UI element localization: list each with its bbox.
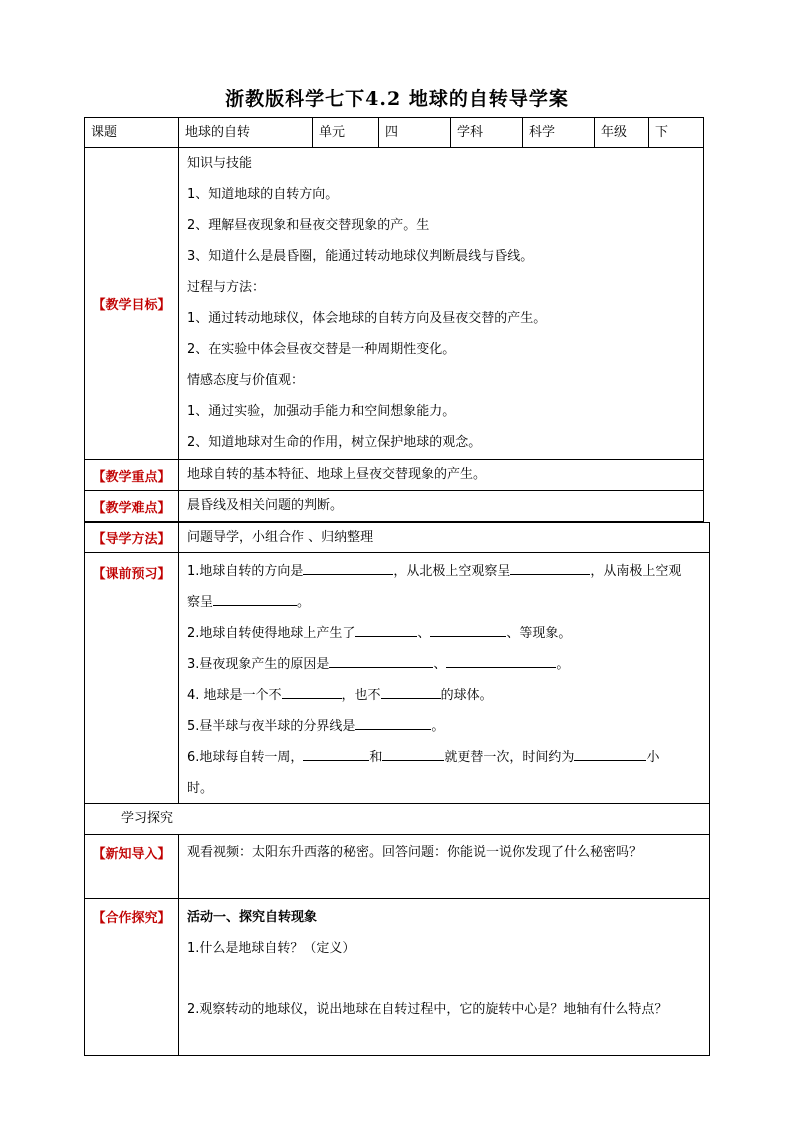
objective-line: 过程与方法： [187,280,266,295]
preview-q4-text: 的球体。 [440,688,493,703]
answer-blank[interactable] [282,683,342,699]
key-points-row [84,460,704,491]
objectives-content [179,148,703,459]
preview-q3-text: 3.昼夜现象产生的原因是 [187,657,330,672]
objective-line: 1、通过实验，加强动手能力和空间想象能力。 [187,404,456,419]
answer-blank[interactable] [213,590,297,606]
difficulties-label: 【教学难点】 [85,491,179,521]
objectives-row [84,148,704,460]
answer-space[interactable] [187,964,701,994]
intro-text: 观看视频：太阳东升西落的秘密。回答问题：你能说一说你发现了什么秘密吗？ [187,845,643,860]
preview-row [84,553,710,804]
key-points-text: 地球自转的基本特征、地球上昼夜交替现象的产生。 [187,467,487,482]
preview-q5-text: 。 [431,719,445,734]
coop-question: 2.观察转动的地球仪，说出地球在自转过程中，它的旋转中心是？地轴有什么特点？ [187,1002,668,1017]
preview-q2-text: 、等现象。 [506,626,572,641]
preview-q3-text: 。 [556,657,570,672]
unit-value: 四 [379,118,451,147]
page-title: 浙教版科学七下4.2 地球的自转导学案 [225,88,569,110]
coop-question: 1.什么是地球自转？（定义） [187,941,356,956]
topic-label: 课题 [85,118,179,147]
answer-blank[interactable] [355,714,431,730]
method-text: 问题导学，小组合作 、归纳整理 [187,530,374,545]
objective-line: 2、在实验中体会昼夜交替是一种周期性变化。 [187,342,456,357]
answer-blank[interactable] [303,559,393,575]
unit-label: 单元 [313,118,379,147]
preview-content [179,553,709,803]
difficulties-text: 晨昏线及相关问题的判断。 [187,498,344,513]
key-points-label: 【教学重点】 [85,460,179,490]
header-row [84,117,704,148]
objective-line: 1、知道地球的自转方向。 [187,187,339,202]
answer-blank[interactable] [382,745,444,761]
answer-blank[interactable] [510,559,590,575]
preview-label: 【课前预习】 [85,553,179,803]
preview-q6-text: 6.地球每自转一周， [187,750,304,765]
preview-q6-text: 小 [646,750,660,765]
method-row [84,522,710,553]
preview-q1-text: 1.地球自转的方向是 [187,564,304,579]
answer-blank[interactable] [329,652,433,668]
preview-q5-text: 5.昼半球与夜半球的分界线是 [187,719,356,734]
intro-label: 【新知导入】 [85,835,179,898]
coop-row [84,899,710,1056]
preview-q2-text: 2.地球自转使得地球上产生了 [187,626,356,641]
answer-blank[interactable] [303,745,369,761]
answer-blank[interactable] [574,745,646,761]
preview-q3-text: 、 [433,657,447,672]
preview-q4-text: ，也不 [341,688,381,703]
objective-line: 3、知道什么是晨昏圈，能通过转动地球仪判断晨线与昏线。 [187,249,534,264]
subject-label: 学科 [451,118,523,147]
coop-label: 【合作探究】 [85,899,179,1055]
topic-value: 地球的自转 [179,118,313,147]
objective-line: 2、理解昼夜现象和昼夜交替现象的产。生 [187,218,430,233]
objective-line: 1、通过转动地球仪，体会地球的自转方向及昼夜交替的产生。 [187,311,547,326]
preview-q1-text: ，从北极上空观察呈 [393,564,511,579]
activity-title: 活动一、探究自转现象 [187,910,318,925]
preview-q1-text: 察呈 [187,595,214,610]
objective-line: 2、知道地球对生命的作用，树立保护地球的观念。 [187,435,482,450]
objective-line: 情感态度与价值观： [187,373,305,388]
difficulties-row [84,491,704,522]
answer-blank[interactable] [446,652,556,668]
grade-value: 下 [655,125,669,140]
preview-q6-text: 和 [369,750,383,765]
intro-row [84,835,710,899]
preview-q1-text: 。 [297,595,311,610]
grade-label: 年级 [595,118,649,147]
subject-value: 科学 [523,118,595,147]
preview-q1-text: ，从南极上空观 [590,564,682,579]
answer-blank[interactable] [430,621,506,637]
preview-q4-text: 4. 地球是一个不 [187,688,282,703]
answer-blank[interactable] [381,683,441,699]
preview-q2-text: 、 [417,626,431,641]
coop-content [179,899,709,1055]
preview-q6-text: 就更替一次，时间约为 [444,750,575,765]
answer-blank[interactable] [355,621,417,637]
objective-line: 知识与技能 [187,156,253,171]
method-label: 【导学方法】 [85,523,179,552]
preview-q6-text: 时。 [187,781,214,796]
explore-header: 学习探究 [121,811,174,826]
objectives-label: 【教学目标】 [85,148,179,459]
explore-header-row [84,804,710,835]
